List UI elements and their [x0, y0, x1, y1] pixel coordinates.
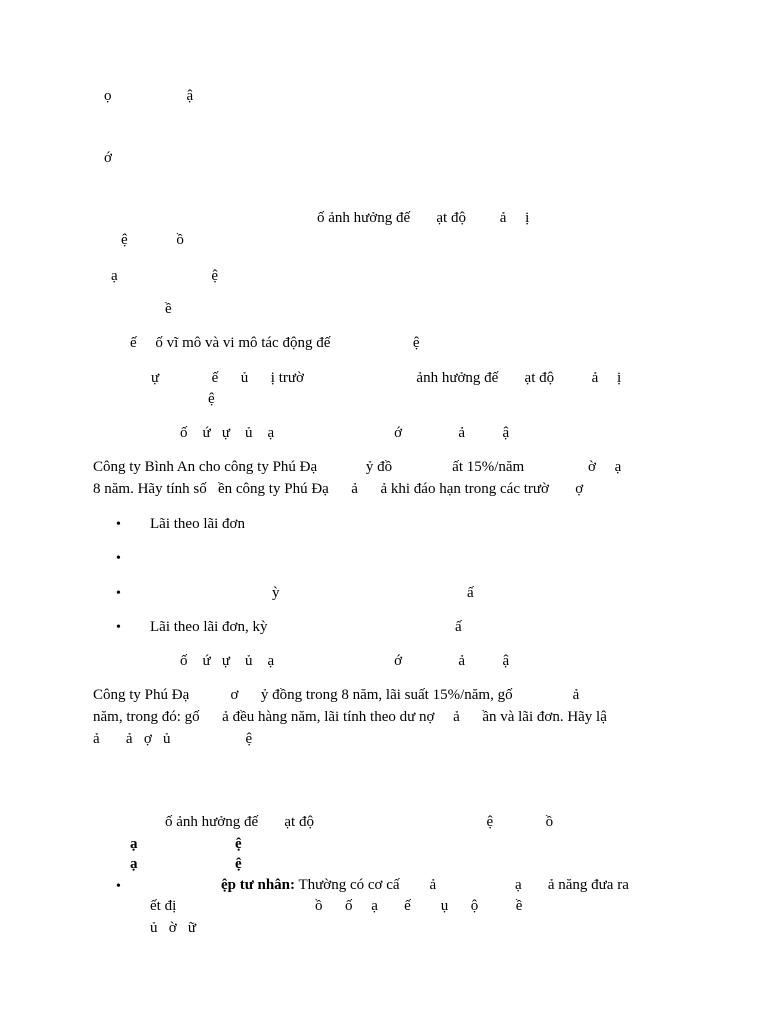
section-2-sub-2: ạ ệ	[130, 856, 242, 872]
section-1-line-1: ố ảnh hưởng đế ạt độ ả ị	[317, 210, 530, 226]
exercise-1-para-line-1: Công ty Bình An cho công ty Phú Đạ ỷ đồ ất 15%/năm ờ ạ	[93, 459, 622, 475]
section-2-heading: ố ảnh hưởng đế ạt độ ệ ồ	[165, 814, 554, 830]
intro-line-2: ớ	[104, 150, 112, 166]
bullet-icon: •	[116, 551, 121, 566]
exercise-2-heading: ố ứ ự ủ ạ ớ ả ậ	[180, 653, 510, 669]
section-1-line-4: ề	[165, 301, 172, 317]
exercise-2-para-line-1: Công ty Phú Đạ ơ ỷ đồng trong 8 năm, lãi suất 15%/năm, gố ả	[93, 687, 580, 703]
bullet-icon: •	[116, 879, 121, 894]
section-2-bullet-line-2: ết đị ồ ố ạ ế ụ ộ ề	[150, 898, 523, 914]
intro-line-1: ọ ậ	[104, 88, 194, 104]
section-2-bullet-line-3: ủ ờ ữ	[150, 920, 197, 936]
section-2-sub-1: ạ ệ	[130, 836, 242, 852]
section-1-line-6b: ệ	[208, 391, 215, 407]
section-1-line-6a: ự ế ủ ị trườ ảnh hưởng đế ạt độ ả ị	[151, 370, 622, 386]
section-1-line-5: ế ố vĩ mô và vi mô tác động đế ệ	[130, 335, 420, 351]
exercise-2-para-line-2: năm, trong đó: gố ả đều hàng năm, lãi tính theo dư nợ ả ần và lãi đơn. Hãy lậ	[93, 709, 607, 725]
section-1-line-2: ệ ồ	[121, 232, 184, 248]
exercise-1-bullet-3: ỳ ấ	[272, 585, 474, 601]
section-1-line-3: ạ ệ	[111, 268, 219, 284]
bullet-icon: •	[116, 620, 121, 635]
exercise-2-para-line-3: ả ả ợ ủ ệ	[93, 731, 253, 747]
exercise-1-bullet-1: Lãi theo lãi đơn	[150, 516, 245, 532]
section-2-bullet-bold: ệp tư nhân:	[221, 877, 296, 893]
bullet-icon: •	[116, 517, 121, 532]
exercise-1-bullet-4: Lãi theo lãi đơn, kỳ ấ	[150, 619, 462, 635]
section-2-bullet-rest: Thường có cơ cấ ả ạ ả năng đưa ra	[295, 877, 629, 893]
exercise-1-heading: ố ứ ự ủ ạ ớ ả ậ	[180, 425, 510, 441]
exercise-1-para-line-2: 8 năm. Hãy tính số ền công ty Phú Đạ ả ả khi đáo hạn trong các trườ ợ	[93, 481, 584, 497]
section-2-bullet-line-1	[221, 877, 629, 894]
bullet-icon: •	[116, 586, 121, 601]
